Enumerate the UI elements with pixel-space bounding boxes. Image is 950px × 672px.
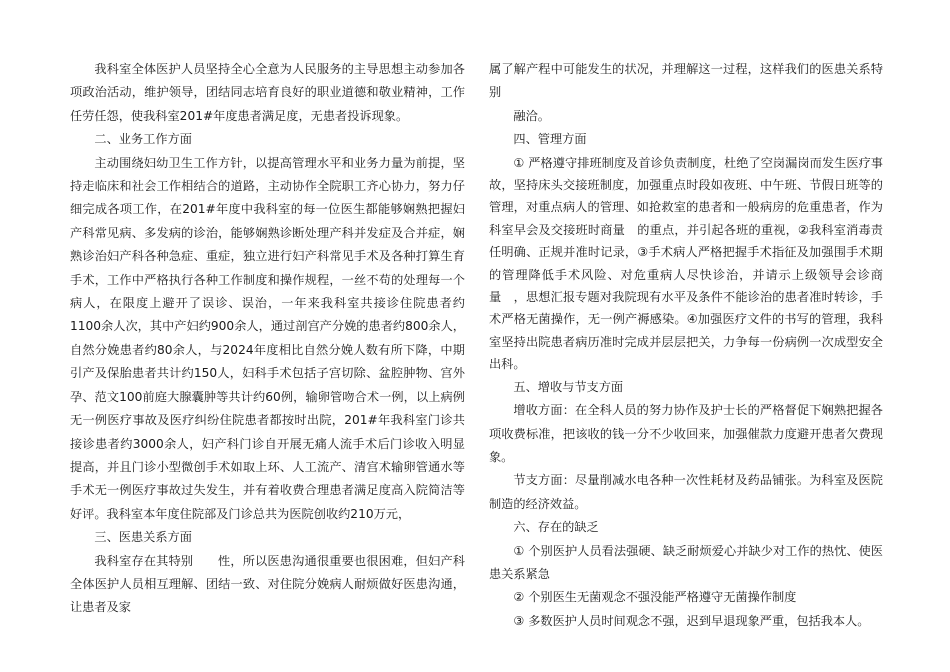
right-column <box>489 58 883 633</box>
list-item: ② 个别医生无菌观念不强没能严格遵守无菌操作制度 <box>513 590 797 605</box>
paragraph: 主动围绕妇幼卫生工作方针，以提高管理水平和业务力量为前提，坚持走临床和社会工作相结合的道路，主动协作全院职工齐心协力，努力仔细完成各项工作，在201#年度中我科室的每一位医生都能够娴熟把握妇产科常见病、多发病的诊治，能够娴熟诊断处理产科并发症及合并症，娴熟诊治妇产科各种急症、重症，独立进行妇产科常见手术及各种打算生育手术，工作中严格执行各种工作制度和操作规程，一丝不苟的处理每一个病人，在限度上避开了误诊、误治，一年来我科室共接诊住院患者约1100余人次，其中产妇约900余人，通过剖宫产分娩的患者约800余人，自然分娩患者约80余人，与2024年度相比自然分娩人数有所下降，中期引产及保胎患者共计约150人，妇科手术包括子宫切除、盆腔肿物、宫外孕、范文100前庭大腺囊肿等共计约60例，输卵管吻合术一例，以上病例无一例医疗事故及医疗纠纷住院患者都按时出院，201#年我科室门诊共接诊患者约3000余人，妇产科门诊自开展无痛人流手术后门诊收入明显提高，并且门诊小型微创手术如取上环、人工流产、清宫术输卵管通水等手术无一例医疗事故过失发生，并有着收费合理患者满足度高入院简洁等好评。我科室本年度住院部及门诊总共为医院创收约210万元， <box>70 155 465 521</box>
paragraph: 增收方面：在全科人员的努力协作及护士长的严格督促下娴熟把握各项收费标准，把该收的钱一分不少收回来，加强催款力度避开患者欠费现象。 <box>489 403 883 464</box>
section-heading: 三、医患关系方面 <box>94 530 192 545</box>
list-item: ① 个别医护人员看法强硬、缺乏耐烦爱心并缺少对工作的热忱、使医患关系紧急 <box>489 543 883 581</box>
paragraph: ① 严格遵守排班制度及首诊负责制度，杜绝了空岗漏岗而发生医疗事故，坚持床头交接班制度，加强重点时段如夜班、中午班、节假日班等的管理，对重点病人的管理、如抢救室的患者和一般病房的危重患者，作为科室早会及交接班时商量 的重点，并引起各班的重视，②我科室消毒责任明确、正规并准时记录，③手术病人严格把握手术指征及加强围手术期的管理降低手术风险、对危重病人尽快诊治，并请示上级领导会诊商量 ，思想汇报专题对我院现有水平及条件不能诊治的患者准时转诊，手术严格无菌操作，无一例产褥感染。④加强医疗文件的书写的管理，我科室坚持出院患者病历准时完成并层层把关，力争每一份病例一次成型安全出科。 <box>489 155 883 372</box>
paragraph-continuation: 属了解产程中可能发生的状况，并理解这一过程，这样我们的医患关系特别 <box>489 62 883 100</box>
paragraph: 我科室存在其特别 性，所以医患沟通很重要也很困难，但妇产科全体医护人员相互理解、团结一致、对住院分娩病人耐烦做好医患沟通，让患者及家 <box>70 553 465 615</box>
section-heading: 六、存在的缺乏 <box>513 520 599 535</box>
section-heading: 五、增收与节支方面 <box>513 379 624 394</box>
paragraph: 我科室全体医护人员坚持全心全意为人民服务的主导思想主动参加各项政治活动，维护领导，团结同志培育良好的职业道德和敬业精神，工作任劳任怨，使我科室201#年度患者满足度，无患者投诉现象。 <box>70 62 465 123</box>
list-item: ③ 多数医护人员时间观念不强，迟到早退现象严重，包括我本人。 <box>513 613 870 628</box>
paragraph-continuation-end: 融洽。 <box>513 108 550 123</box>
section-heading: 二、业务工作方面 <box>94 132 192 147</box>
section-heading: 四、管理方面 <box>513 132 587 147</box>
left-column <box>70 58 465 620</box>
paragraph: 节支方面：尽量削减水电各种一次性耗材及药品铺张。为科室及医院制造的经济效益。 <box>489 473 883 511</box>
